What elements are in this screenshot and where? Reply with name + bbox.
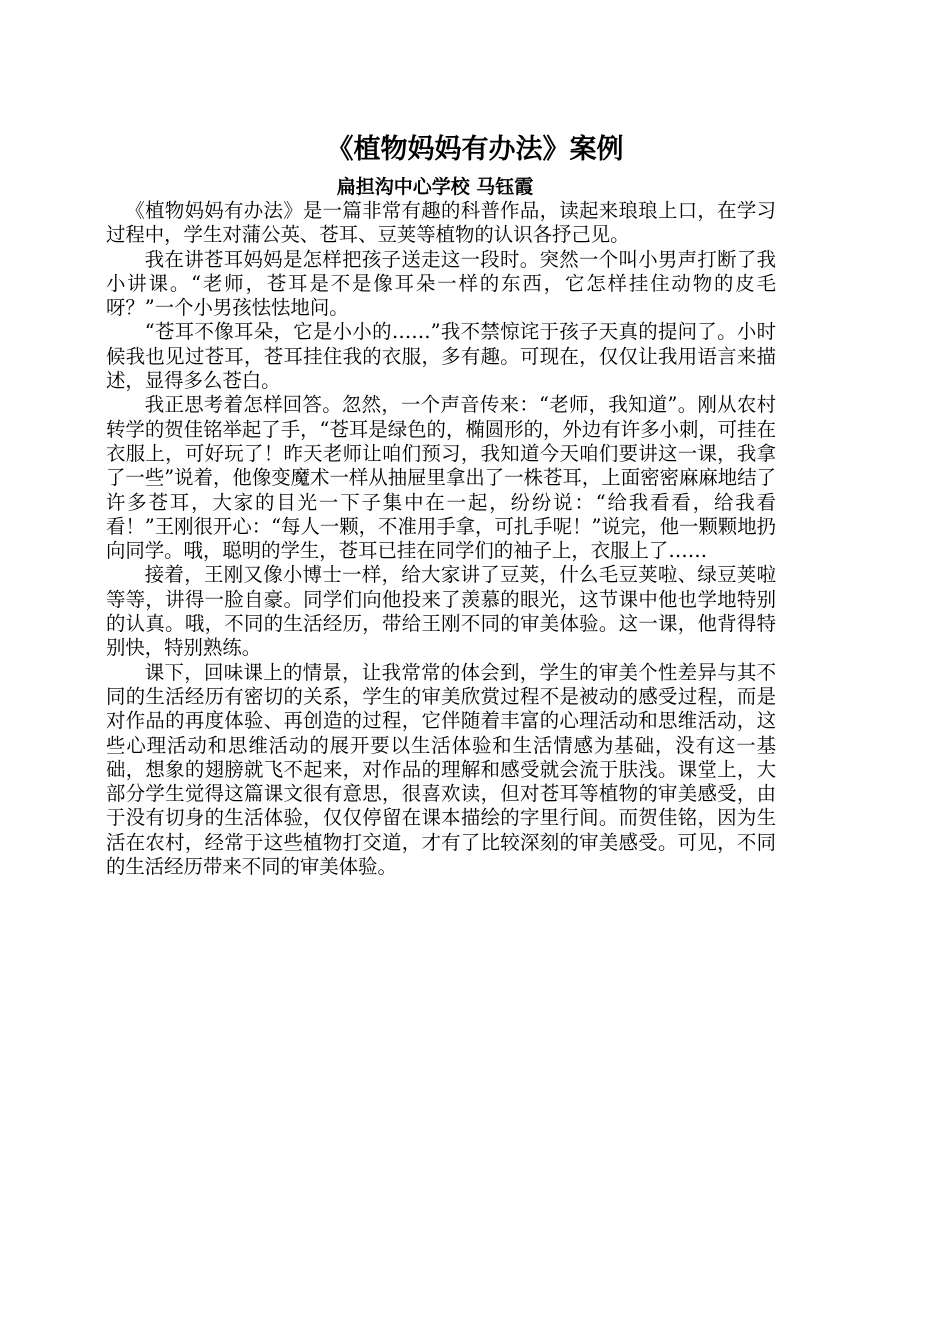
author-line: 扁担沟中心学校 马钰霞 — [336, 176, 534, 198]
document-body — [106, 199, 776, 879]
paragraph: 课下，回味课上的情景，让我常常的体会到，学生的审美个性差异与其不同的生活经历有密切的关系，学生的审美欣赏过程不是被动的感受过程，而是对作品的再度体验、再创造的过程，它伴随着丰富的心理活动和思维活动，这些心理活动和思维活动的展开要以生活体验和生活情感为基础，没有这一基础，想象的翅膀就飞不起来，对作品的理解和感受就会流于肤浅。课堂上，大部分学生觉得这篇课文很有意思，很喜欢读，但对苍耳等植物的审美感受，由于没有切身的生活体验，仅仅停留在课本描绘的字里行间。而贺佳铭，因为生活在农村，经常于这些植物打交道，才有了比较深刻的审美感受。可见，不同的生活经历带来不同的审美体验。 — [106, 660, 776, 879]
document-title: 《植物妈妈有办法》案例 — [326, 134, 624, 165]
paragraph: 《植物妈妈有办法》是一篇非常有趣的科普作品，读起来琅琅上口，在学习过程中，学生对蒲公英、苍耳、豆荚等植物的认识各抒己见。 — [106, 199, 776, 247]
paragraph: 我在讲苍耳妈妈是怎样把孩子送走这一段时。突然一个叫小男声打断了我小讲课。“老师，苍耳是不是像耳朵一样的东西，它怎样挂住动物的皮毛呀？”一个小男孩怯怯地问。 — [106, 247, 776, 320]
paragraph: 接着，王刚又像小博士一样，给大家讲了豆荚，什么毛豆荚啦、绿豆荚啦等等，讲得一脸自豪。同学们向他投来了羡慕的眼光，这节课中他也学地特别的认真。哦，不同的生活经历，带给王刚不同的审美体验。这一课，他背得特别快，特别熟练。 — [106, 563, 776, 660]
paragraph: “苍耳不像耳朵，它是小小的……”我不禁惊诧于孩子天真的提问了。小时候我也见过苍耳，苍耳挂住我的衣服，多有趣。可现在，仅仅让我用语言来描述，显得多么苍白。 — [106, 320, 776, 393]
paragraph: 我正思考着怎样回答。忽然，一个声音传来：“老师，我知道”。刚从农村转学的贺佳铭举起了手，“苍耳是绿色的，椭圆形的，外边有许多小刺，可挂在衣服上，可好玩了！昨天老师让咱们预习，我知道今天咱们要讲这一课，我拿了一些”说着，他像变魔术一样从抽屉里拿出了一株苍耳，上面密密麻麻地结了许多苍耳，大家的目光一下子集中在一起，纷纷说：“给我看看，给我看看！”王刚很开心：“每人一颗，不准用手拿，可扎手呢！”说完，他一颗颗地扔向同学。哦，聪明的学生，苍耳已挂在同学们的袖子上，衣服上了…… — [106, 393, 776, 563]
